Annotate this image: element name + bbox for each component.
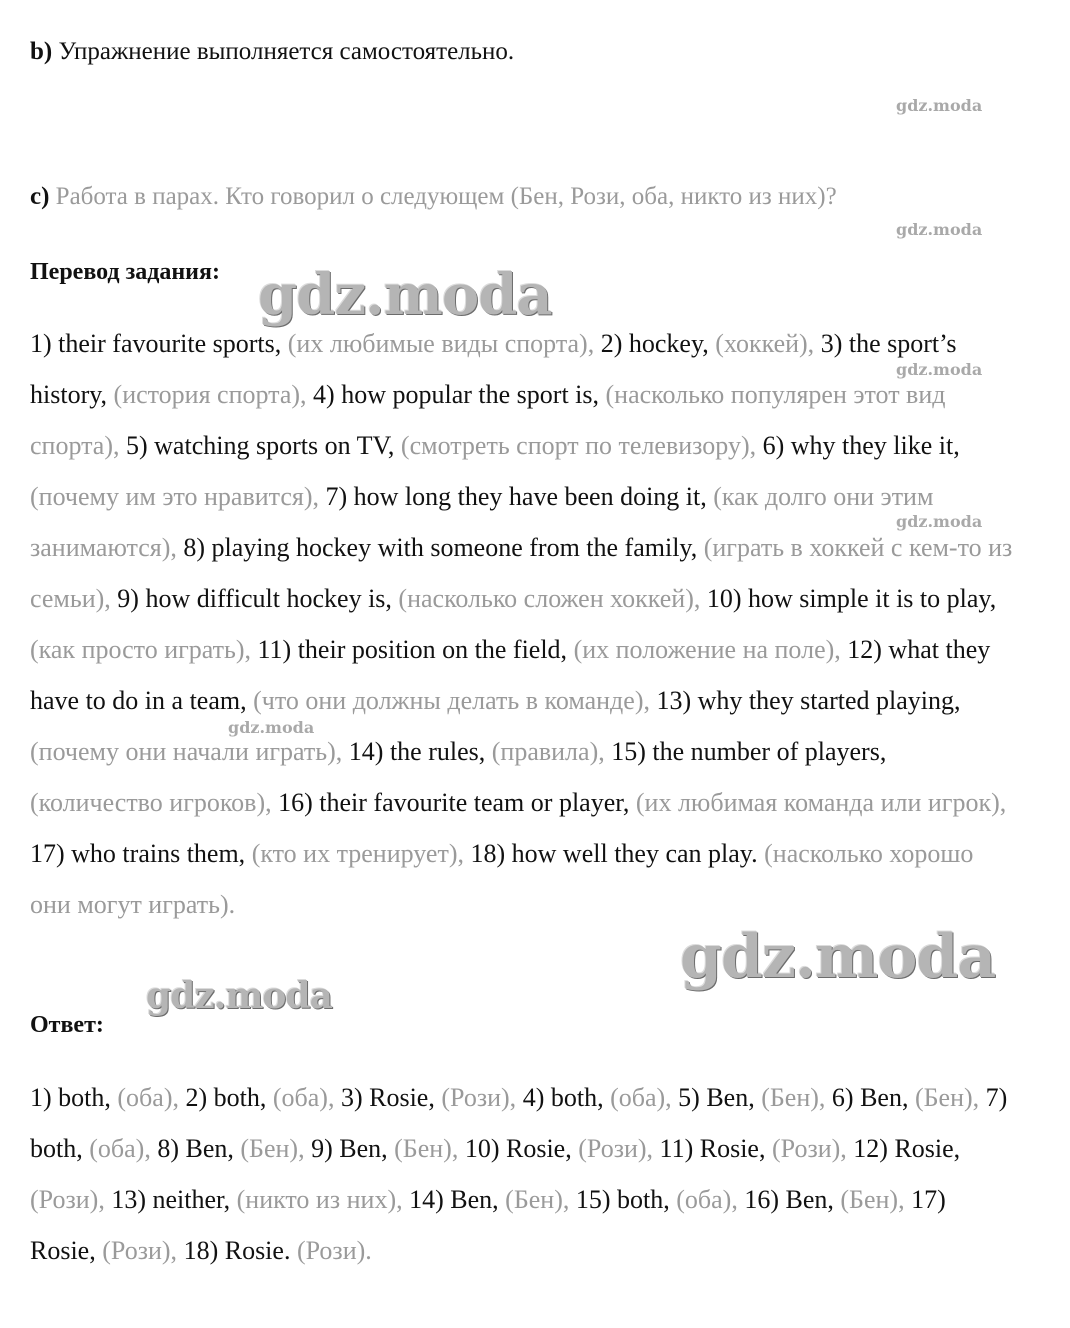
answer-item-en: 4) both, xyxy=(522,1083,604,1112)
answer-item-ru: (никто из них), xyxy=(236,1185,403,1214)
translation-item-en: 5) watching sports on TV, xyxy=(126,431,395,460)
answer-item-en: 6) Ben, xyxy=(831,1083,909,1112)
part-b-text: Упражнение выполняется самостоятельно. xyxy=(58,38,515,65)
translation-item-ru: (кто их тренирует), xyxy=(251,839,464,868)
answer-item-en: 16) Ben, xyxy=(744,1185,834,1214)
translation-item-en: 3) the sport’s history, xyxy=(30,329,957,409)
translation-item-ru: (правила), xyxy=(491,737,605,766)
translation-item-en: 15) the number of players, xyxy=(611,737,887,766)
translation-item-ru: (как просто играть), xyxy=(30,635,252,664)
translation-item-ru: (что они должны делать в команде), xyxy=(253,686,650,715)
translation-item-en: 7) how long they have been doing it, xyxy=(325,482,707,511)
watermark-large: gdz.moda xyxy=(258,262,552,328)
answer-paragraph xyxy=(30,1072,1015,1276)
translation-item-ru: (как долго они этим занимаются), xyxy=(30,482,934,562)
answer-item-ru: (Бен), xyxy=(505,1185,570,1214)
answer-item-en: 10) Rosie, xyxy=(464,1134,572,1163)
translation-item-ru: (насколько хорошо они могут играть). xyxy=(30,839,974,919)
translation-item-en: 13) why they started playing, xyxy=(656,686,961,715)
answer-item-en: 1) both, xyxy=(30,1083,111,1112)
answer-item-en: 17) Rosie, xyxy=(30,1185,946,1265)
translation-item-en: 8) playing hockey with someone from the family, xyxy=(183,533,698,562)
answer-item-ru: (Рози), xyxy=(771,1134,847,1163)
translation-heading: Перевод задания: xyxy=(30,259,220,285)
answer-item-ru: (Бен), xyxy=(240,1134,305,1163)
part-b-line xyxy=(30,38,514,66)
part-c-letter: c) xyxy=(30,183,50,210)
answer-item-ru: (Бен), xyxy=(394,1134,459,1163)
translation-paragraph xyxy=(30,318,1015,930)
translation-item-ru: (играть в хоккей с кем-то из семьи), xyxy=(30,533,1013,613)
part-c-line xyxy=(30,183,837,211)
answer-item-ru: (Бен), xyxy=(761,1083,826,1112)
answer-item-en: 13) neither, xyxy=(111,1185,231,1214)
answer-item-en: 12) Rosie, xyxy=(853,1134,961,1163)
answer-item-ru: (оба), xyxy=(117,1083,179,1112)
answer-item-en: 2) both, xyxy=(185,1083,267,1112)
translation-item-en: 11) their position on the field, xyxy=(257,635,568,664)
answer-item-en: 8) Ben, xyxy=(157,1134,234,1163)
translation-item-ru: (хоккей), xyxy=(715,329,815,358)
answer-item-en: 5) Ben, xyxy=(678,1083,755,1112)
answer-item-en: 14) Ben, xyxy=(409,1185,499,1214)
translation-item-en: 2) hockey, xyxy=(600,329,709,358)
answer-item-ru: (оба), xyxy=(610,1083,672,1112)
answer-item-ru: (оба), xyxy=(89,1134,151,1163)
watermark-small: gdz.moda xyxy=(896,512,983,531)
answer-item-ru: (Рози). xyxy=(296,1236,372,1265)
watermark-small: gdz.moda xyxy=(896,220,983,239)
answer-item-en: 15) both, xyxy=(575,1185,670,1214)
translation-item-ru: (почему им это нравится), xyxy=(30,482,319,511)
translation-item-en: 12) what they have to do in a team, xyxy=(30,635,991,715)
translation-item-en: 6) why they like it, xyxy=(762,431,960,460)
translation-item-en: 9) how difficult hockey is, xyxy=(117,584,392,613)
answer-heading: Ответ: xyxy=(30,1012,104,1038)
answer-item-en: 7) both, xyxy=(30,1083,1008,1163)
translation-item-en: 16) their favourite team or player, xyxy=(278,788,630,817)
answer-item-en: 3) Rosie, xyxy=(340,1083,435,1112)
watermark-small: gdz.moda xyxy=(896,96,983,115)
answer-item-ru: (Рози), xyxy=(30,1185,105,1214)
translation-item-ru: (их положение на поле), xyxy=(573,635,841,664)
watermark-medium: gdz.moda xyxy=(146,975,332,1017)
watermark-small: gdz.moda xyxy=(228,718,315,737)
answer-item-en: 9) Ben, xyxy=(311,1134,388,1163)
watermark-small: gdz.moda xyxy=(896,360,983,379)
answer-item-ru: (Бен), xyxy=(914,1083,980,1112)
answer-item-en: 11) Rosie, xyxy=(659,1134,766,1163)
answer-item-en: 18) Rosie. xyxy=(183,1236,291,1265)
translation-item-ru: (история спорта), xyxy=(113,380,307,409)
translation-item-ru: (смотреть спорт по телевизору), xyxy=(400,431,757,460)
translation-item-ru: (насколько популярен этот вид спорта), xyxy=(30,380,946,460)
translation-item-ru: (насколько сложен хоккей), xyxy=(398,584,701,613)
translation-item-en: 1) their favourite sports, xyxy=(30,329,282,358)
translation-item-en: 4) how popular the sport is, xyxy=(313,380,600,409)
answer-item-ru: (Бен), xyxy=(840,1185,905,1214)
translation-item-ru: (количество игроков), xyxy=(30,788,272,817)
translation-item-ru: (почему они начали играть), xyxy=(30,737,343,766)
translation-item-en: 18) how well they can play. xyxy=(470,839,758,868)
translation-item-en: 17) who trains them, xyxy=(30,839,246,868)
translation-item-en: 14) the rules, xyxy=(348,737,486,766)
part-c-text: Работа в парах. Кто говорил о следующем (Бен, Рози, оба, никто из них)? xyxy=(55,183,837,210)
translation-item-ru: (их любимая команда или игрок), xyxy=(635,788,1007,817)
answer-item-ru: (оба), xyxy=(272,1083,335,1112)
translation-item-ru: (их любимые виды спорта), xyxy=(287,329,595,358)
answer-item-ru: (Рози), xyxy=(578,1134,654,1163)
answer-item-ru: (Рози), xyxy=(102,1236,178,1265)
answer-item-ru: (Рози), xyxy=(441,1083,517,1112)
watermark-large: gdz.moda xyxy=(680,922,996,992)
part-b-letter: b) xyxy=(30,38,53,65)
translation-item-en: 10) how simple it is to play, xyxy=(706,584,997,613)
answer-item-ru: (оба), xyxy=(676,1185,738,1214)
